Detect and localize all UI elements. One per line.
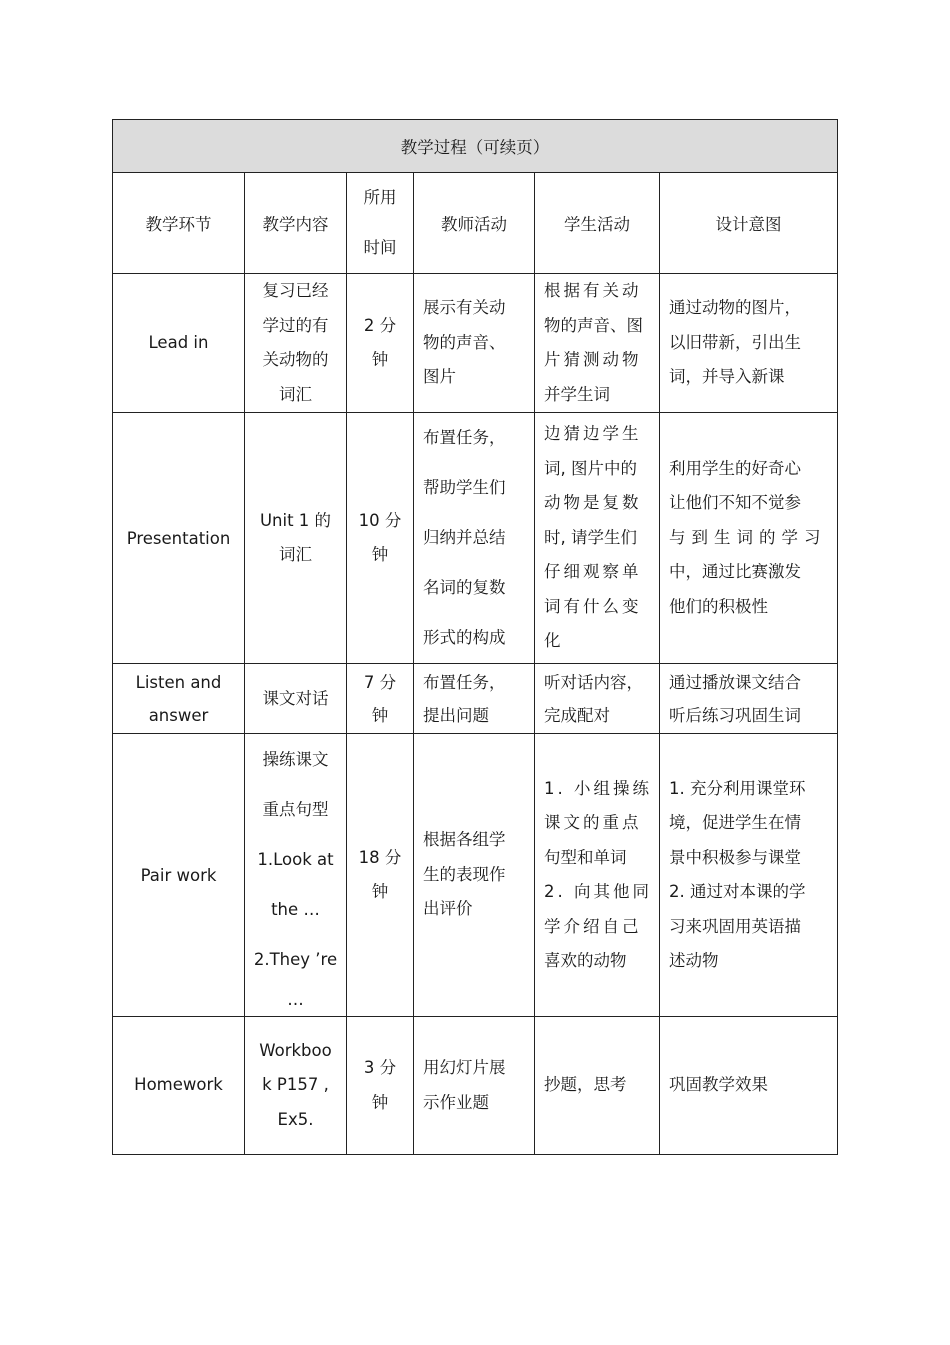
student-line: 并学生词 <box>544 384 610 404</box>
time-line: 钟 <box>371 350 389 369</box>
header-design: 设计意图 <box>660 173 838 274</box>
student-line: 听对话内容， <box>544 672 643 692</box>
header-time-line: 所用 <box>363 188 397 207</box>
content-line: 词汇 <box>279 545 312 564</box>
lesson-process-table <box>112 119 838 1155</box>
design-line: 景中积极参与课堂 <box>669 847 801 867</box>
student-line: 化 <box>544 631 561 651</box>
time-line: 钟 <box>371 1092 389 1112</box>
table-row <box>113 413 838 664</box>
table-row <box>113 734 838 1017</box>
time-line: 18 分 <box>358 847 402 867</box>
time-cell <box>347 1017 414 1155</box>
content-line: … <box>287 990 304 1009</box>
teacher-line: 帮助学生们 <box>423 478 506 497</box>
teacher-line: 图片 <box>423 367 456 387</box>
student-cell <box>535 1017 660 1155</box>
design-cell <box>660 274 838 413</box>
table-row <box>113 664 838 734</box>
design-line: 以旧带新，引出生 <box>669 332 801 352</box>
content-line: the … <box>271 900 320 919</box>
header-stage: 教学环节 <box>113 173 245 274</box>
student-line: 仔细观察单 <box>544 562 642 582</box>
design-line: 与到生词的学习 <box>669 527 827 547</box>
teacher-line: 布置任务， <box>423 672 506 692</box>
time-cell <box>347 734 414 1017</box>
design-cell <box>660 734 838 1017</box>
time-line: 10 分 <box>358 510 402 530</box>
teacher-line: 布置任务， <box>423 428 506 447</box>
student-cell <box>535 413 660 664</box>
design-line: 巩固教学效果 <box>669 1075 768 1095</box>
content-line: 关动物的 <box>262 350 329 369</box>
stage-text: Pair work <box>140 865 217 885</box>
design-line: 让他们不知不觉参 <box>669 493 801 513</box>
student-line: 边猜边学生 <box>544 424 642 444</box>
header-content: 教学内容 <box>245 173 347 274</box>
student-cell <box>535 274 660 413</box>
time-line: 3 分 <box>363 1058 397 1077</box>
student-line: 词, 图片中的 <box>544 458 637 478</box>
time-line: 钟 <box>371 545 389 564</box>
teacher-cell <box>414 1017 535 1155</box>
time-cell <box>347 664 414 734</box>
design-line: 利用学生的好奇心 <box>669 458 801 478</box>
teacher-cell <box>414 274 535 413</box>
stage-cell <box>113 664 245 734</box>
time-line: 7 分 <box>363 672 397 692</box>
content-line: 课文对话 <box>262 689 329 708</box>
student-line: 2. 向其他同 <box>544 882 652 901</box>
table-row <box>113 274 838 413</box>
time-cell <box>347 274 414 413</box>
teacher-line: 名词的复数 <box>423 578 506 597</box>
design-line: 通过动物的图片， <box>669 298 801 318</box>
design-line: 1. 充分利用课堂环 <box>669 778 806 798</box>
design-line: 通过播放课文结合 <box>669 672 801 692</box>
teacher-line: 根据各组学 <box>423 830 506 850</box>
teacher-cell <box>414 734 535 1017</box>
content-line: 操练课文 <box>262 750 329 769</box>
student-line: 词有什么变 <box>544 596 642 616</box>
header-row <box>113 173 838 274</box>
content-line: 2.They ’re <box>253 950 338 969</box>
student-line: 喜欢的动物 <box>544 951 627 970</box>
design-line: 听后练习巩固生词 <box>669 705 801 725</box>
stage-text: answer <box>148 705 209 725</box>
content-cell <box>245 1017 347 1155</box>
content-line: 学过的有 <box>262 315 329 335</box>
student-line: 课文的重点 <box>544 813 642 832</box>
content-line: 词汇 <box>279 384 312 404</box>
stage-text: Homework <box>134 1075 223 1095</box>
stage-cell <box>113 274 245 413</box>
time-cell <box>347 413 414 664</box>
student-line: 句型和单词 <box>544 847 627 867</box>
design-line: 中，通过比赛激发 <box>669 562 801 582</box>
design-line: 述动物 <box>669 951 719 970</box>
student-line: 抄题，思考 <box>544 1075 627 1095</box>
stage-text: Presentation <box>126 528 231 548</box>
design-cell <box>660 413 838 664</box>
teacher-line: 物的声音、 <box>423 332 506 352</box>
stage-text: Listen and <box>135 672 222 692</box>
student-line: 学介绍自己 <box>544 916 642 936</box>
content-cell <box>245 664 347 734</box>
teacher-cell <box>414 664 535 734</box>
stage-cell <box>113 1017 245 1155</box>
student-line: 根据有关动 <box>544 281 642 300</box>
content-cell <box>245 274 347 413</box>
content-line: Ex5. <box>277 1109 314 1129</box>
header-teacher: 教师活动 <box>414 173 535 274</box>
content-line: 复习已经 <box>262 281 329 300</box>
design-line: 词，并导入新课 <box>669 367 785 387</box>
student-line: 完成配对 <box>544 705 610 725</box>
student-line: 片猜测动物 <box>544 350 642 369</box>
title-row <box>113 120 838 173</box>
design-line: 境，促进学生在情 <box>669 813 801 832</box>
teacher-cell <box>414 413 535 664</box>
student-line: 动物是复数 <box>544 493 642 513</box>
content-line: 1.Look at <box>257 850 334 869</box>
design-cell <box>660 664 838 734</box>
teacher-line: 示作业题 <box>423 1092 489 1112</box>
design-cell <box>660 1017 838 1155</box>
student-line: 时, 请学生们 <box>544 527 637 547</box>
content-line: 重点句型 <box>262 800 329 819</box>
time-line: 2 分 <box>363 315 397 335</box>
stage-cell <box>113 413 245 664</box>
teacher-line: 提出问题 <box>423 705 489 725</box>
content-cell <box>245 734 347 1017</box>
header-time <box>347 173 414 274</box>
content-cell <box>245 413 347 664</box>
table-title: 教学过程（可续页） <box>113 120 838 173</box>
stage-text: Lead in <box>148 332 209 352</box>
content-line: Unit 1 的 <box>259 510 332 530</box>
content-line: Workboo <box>259 1040 332 1060</box>
design-line: 习来巩固用英语描 <box>669 916 801 936</box>
teacher-line: 生的表现作 <box>423 864 506 884</box>
teacher-line: 归纳并总结 <box>423 528 506 547</box>
teacher-line: 形式的构成 <box>423 628 506 647</box>
student-cell <box>535 664 660 734</box>
header-student: 学生活动 <box>535 173 660 274</box>
time-line: 钟 <box>371 882 389 901</box>
design-line: 他们的积极性 <box>669 596 768 616</box>
stage-cell <box>113 734 245 1017</box>
student-line: 物的声音、图 <box>544 315 643 335</box>
table-row <box>113 1017 838 1155</box>
content-line: k P157 , <box>262 1075 329 1095</box>
teacher-line: 出评价 <box>423 899 473 919</box>
header-time-line: 时间 <box>363 238 397 257</box>
student-cell <box>535 734 660 1017</box>
design-line: 2. 通过对本课的学 <box>669 882 806 901</box>
student-line: 1. 小组操练 <box>544 778 652 798</box>
teacher-line: 展示有关动 <box>423 298 506 318</box>
time-line: 钟 <box>371 705 389 725</box>
teacher-line: 用幻灯片展 <box>423 1058 506 1077</box>
